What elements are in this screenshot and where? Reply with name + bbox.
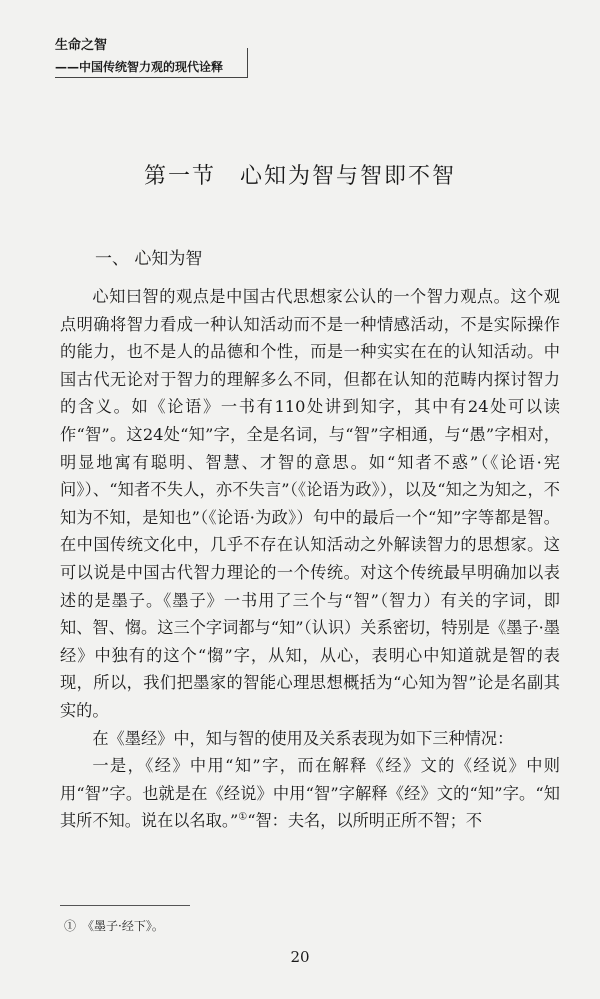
book-title: 生命之智 <box>55 38 108 53</box>
paragraph-3-tail: “智：夫名，以所明正所不智；不 <box>247 811 483 831</box>
header-rule <box>55 77 247 78</box>
header-bracket <box>247 48 248 78</box>
section-title: 第一节 心知为智与智即不智 <box>143 164 456 189</box>
book-subtitle: ——中国传统智力观的现代诠释 <box>55 60 224 74</box>
paragraph-2: 在《墨经》中，知与智的使用及关系表现为如下三种情况： <box>92 728 514 748</box>
body-text <box>60 283 560 835</box>
footnote-rule <box>60 905 190 906</box>
page-number: 20 <box>290 948 310 966</box>
paragraph-1: 心知曰智的观点是中国古代思想家公认的一个智力观点。这个观点明确将智力看成一种认知活动而不是一种情感活动，不是实际操作的能力，也不是人的品德和个性，而是一种实实在在的认知活动。中国古代无论对于智力的理解多么不同，但都在认知的范畴内探讨智力的含义。如《论语》一书有110处讲到知字，其中有24处可以读作“智”。这24处“知”字，全是名词，与“智”字相通，与“愚”字相对，明显地寓有聪明、智慧、才智的意思。如“知者不惑”（《论语·宪问》）、“知者不失人，亦不失言”（《论语为政》），以及“知之为知之，不知为不知，是知也”（《论语·为政》）句中的最后一个“知”字等都是智。在中国传统文化中，几乎不存在认知活动之外解读智力的思想家。这可以说是中国古代智力理论的一个传统。对这个传统最早明确加以表述的是墨子。《墨子》一书用了三个与“智”（智力）有关的字词，即知、智、㥮。这三个字词都与“知”（认识）关系密切，特别是《墨子·墨经》中独有的这个“㥮”字，从知，从心，表明心中知道就是智的表现，所以，我们把墨家的智能心理思想概括为“心知为智”论是名副其实的。 <box>60 287 560 720</box>
running-header <box>0 0 600 90</box>
sub-heading: 一、 心知为智 <box>95 249 203 269</box>
paragraph-3 <box>60 752 560 835</box>
footnote: ① 《墨子·经下》。 <box>64 919 164 933</box>
footnote-ref: ① <box>238 811 248 823</box>
paragraph-3-text: 一是，《经》中用“知”字，而在解释《经》文的《经说》中则用“智”字。也就是在《经说》中用“智”字解释《经》文的“知”字。“知其所不知。说在以名取。” <box>60 756 560 831</box>
